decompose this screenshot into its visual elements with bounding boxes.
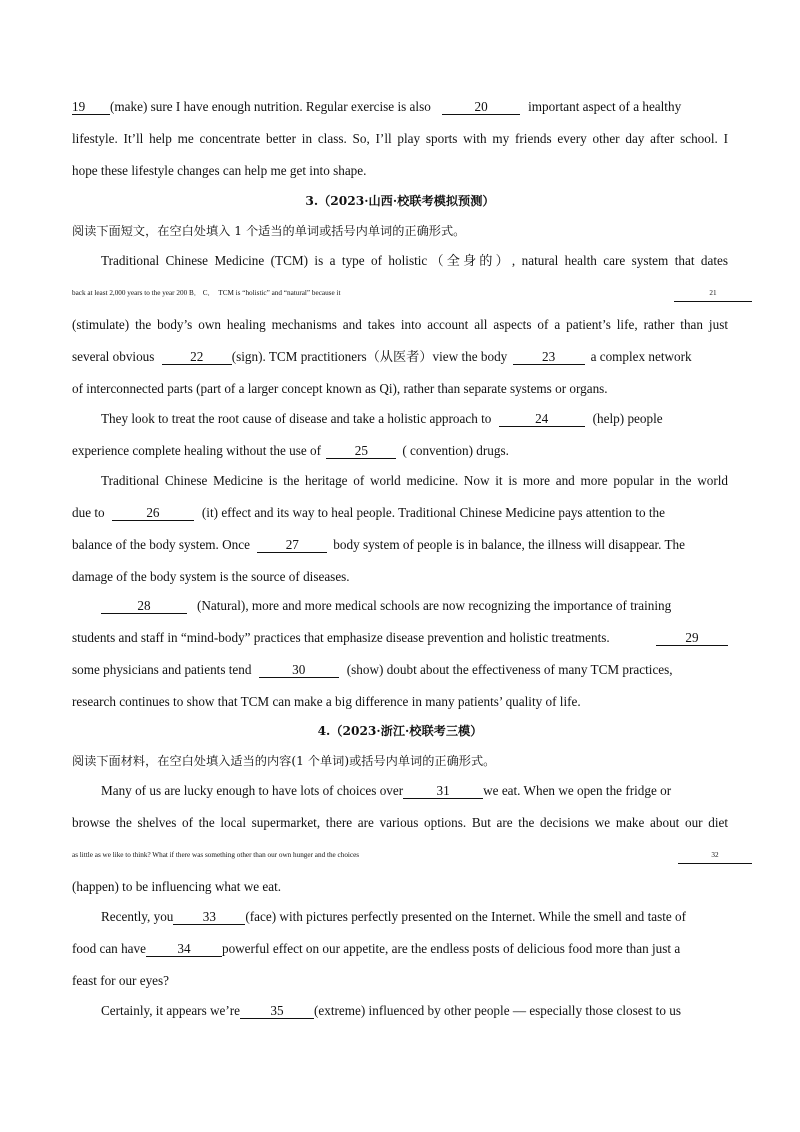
blank-33: 33 bbox=[173, 909, 245, 925]
text-segment: (make) sure I have enough nutrition. Regular exercise is also bbox=[110, 99, 431, 114]
text-line: feast for our eyes? bbox=[72, 973, 170, 988]
text-segment: ( convention) drugs. bbox=[402, 443, 509, 458]
blank-34: 34 bbox=[146, 941, 222, 957]
blank-23: 23 bbox=[513, 349, 585, 365]
blank-26: 26 bbox=[112, 505, 194, 521]
text-line bbox=[72, 504, 728, 522]
text-line bbox=[72, 284, 728, 302]
text-segment: experience complete healing without the use of bbox=[72, 443, 322, 458]
text-line: (stimulate) the body’s own healing mechanisms and takes into account all aspects of a patient’s life, rather than just bbox=[72, 317, 728, 332]
text-line: (happen) to be influencing what we eat. bbox=[72, 879, 282, 894]
blank-21: 21 bbox=[674, 286, 752, 302]
instruction-3: 阅读下面短文，在空白处填入 1 个适当的单词或括号内单词的正确形式。 bbox=[72, 224, 466, 238]
blank-30: 30 bbox=[259, 662, 339, 678]
text-segment: powerful effect on our appetite, are the endless posts of delicious food more than just a bbox=[221, 941, 681, 956]
text-segment: several obvious bbox=[72, 349, 155, 364]
text-segment: body system of people is in balance, the illness will disappear. The bbox=[333, 537, 685, 552]
text-segment: as little as we like to think? What if there was something other than our own hunger and the choices bbox=[72, 851, 360, 859]
text-segment: balance of the body system. Once bbox=[72, 537, 250, 552]
text-line: Traditional Chinese Medicine is the heritage of world medicine. Now it is more and more popular in the world bbox=[101, 473, 728, 488]
text-segment: students and staff in “mind-body” practices that emphasize disease prevention and holistic treatments. bbox=[72, 630, 610, 645]
text-segment: due to bbox=[72, 505, 105, 520]
blank-32: 32 bbox=[678, 848, 752, 864]
blank-31: 31 bbox=[403, 783, 483, 799]
blank-27: 27 bbox=[257, 537, 327, 553]
text-line bbox=[101, 782, 728, 800]
text-segment: food can have bbox=[72, 941, 146, 956]
text-line: Traditional Chinese Medicine (TCM) is a type of holistic（全身的）, natural health care system that dates bbox=[101, 253, 728, 268]
text-line: lifestyle. It’ll help me concentrate better in class. So, I’ll play sports with my friends every other day after school. I bbox=[72, 131, 728, 146]
text-segment: Many of us are lucky enough to have lots of choices over bbox=[101, 783, 404, 798]
text-segment: (extreme) influenced by other people — especially those closest to us bbox=[314, 1003, 681, 1018]
text-line bbox=[101, 1002, 728, 1020]
text-line: browse the shelves of the local supermarket, there are various options. But are the decisions we make about our diet bbox=[72, 815, 728, 830]
text-segment: They look to treat the root cause of disease and take a holistic approach to bbox=[101, 411, 492, 426]
blank-29: 29 bbox=[656, 630, 728, 646]
text-line bbox=[72, 940, 728, 958]
text-line: damage of the body system is the source of diseases. bbox=[72, 569, 350, 584]
text-segment: (Natural), more and more medical schools are now recognizing the importance of training bbox=[197, 598, 672, 613]
text-line bbox=[72, 846, 728, 864]
text-segment: we eat. When we open the fridge or bbox=[483, 783, 672, 798]
blank-35: 35 bbox=[240, 1003, 314, 1019]
instruction-4: 阅读下面材料，在空白处填入适当的内容(1 个单词)或括号内单词的正确形式。 bbox=[72, 754, 496, 768]
section-heading-3: 3.（2023·山西·校联考模拟预测） bbox=[305, 194, 495, 208]
text-segment: Recently, you bbox=[101, 909, 174, 924]
blank-24: 24 bbox=[499, 411, 585, 427]
text-segment: (help) people bbox=[592, 411, 663, 426]
text-line bbox=[72, 98, 728, 116]
text-segment: (sign). TCM practitioners（从医者）view the body bbox=[231, 349, 508, 364]
text-segment: (it) effect and its way to heal people. Traditional Chinese Medicine pays attention to the bbox=[201, 505, 665, 520]
text-segment: important aspect of a healthy bbox=[528, 99, 682, 114]
blank-22: 22 bbox=[162, 349, 232, 365]
text-line bbox=[72, 536, 728, 554]
section-heading-4: 4.（2023·浙江·校联考三模） bbox=[317, 724, 483, 738]
text-segment: (face) with pictures perfectly presented on the Internet. While the smell and taste of bbox=[245, 909, 687, 924]
blank-28: 28 bbox=[101, 598, 187, 614]
blank-25: 25 bbox=[326, 443, 396, 459]
blank-19: 19 bbox=[72, 99, 110, 115]
text-segment: some physicians and patients tend bbox=[72, 662, 252, 677]
text-segment: back at least 2,000 years to the year 200 B． C． TCM is “holistic” and “natural” because it bbox=[72, 289, 341, 297]
text-segment: (show) doubt about the effectiveness of many TCM practices, bbox=[346, 662, 673, 677]
text-segment: a complex network bbox=[590, 349, 692, 364]
text-line: of interconnected parts (part of a larger concept known as Qi), rather than separate systems or organs. bbox=[72, 381, 608, 396]
blank-20: 20 bbox=[442, 99, 520, 115]
text-line bbox=[72, 629, 728, 647]
text-line bbox=[72, 348, 728, 366]
text-line: hope these lifestyle changes can help me get into shape. bbox=[72, 163, 367, 178]
text-line bbox=[72, 442, 728, 460]
text-line bbox=[101, 410, 728, 428]
text-line bbox=[101, 597, 728, 615]
text-line bbox=[72, 661, 728, 679]
text-line: research continues to show that TCM can make a big difference in many patients’ quality of life. bbox=[72, 694, 581, 709]
text-line bbox=[101, 908, 728, 926]
text-segment: Certainly, it appears we’re bbox=[101, 1003, 241, 1018]
